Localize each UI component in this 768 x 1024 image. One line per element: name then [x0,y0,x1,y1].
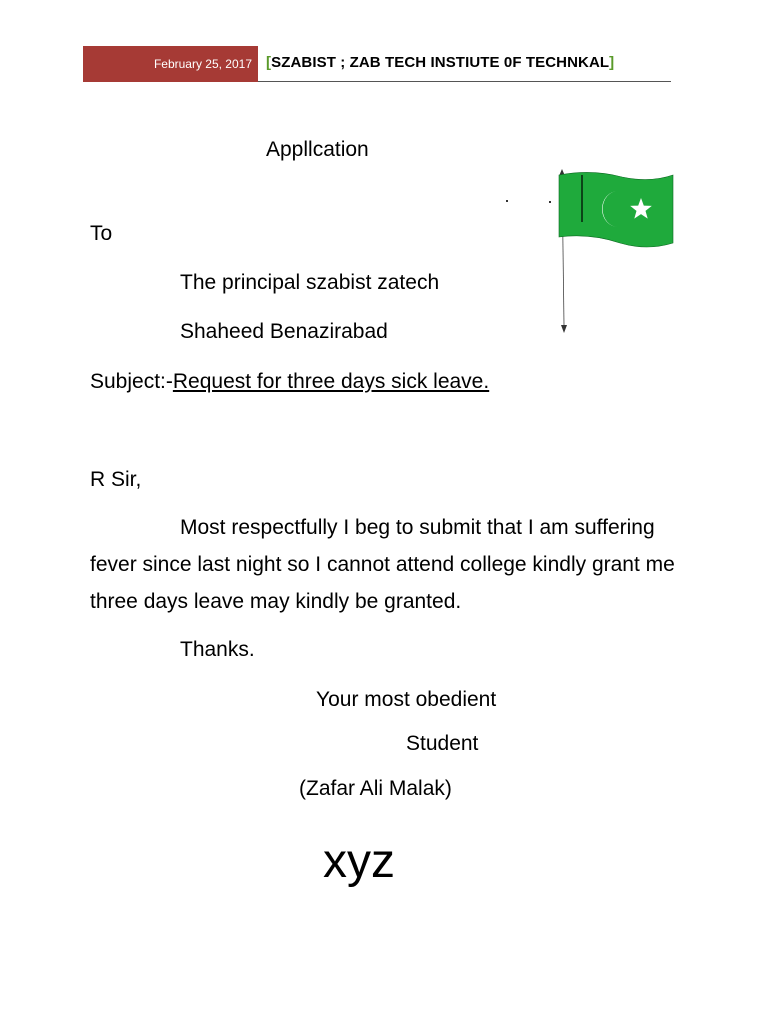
sender-name: (Zafar Ali Malak) [299,777,452,800]
letter-heading: Appllcation [266,138,369,161]
recipient-line-1: The principal szabist zatech [180,271,440,294]
header-rule [258,81,671,82]
letter-to: To [90,222,113,245]
header-bracket-open: [ [266,54,272,71]
stray-dot [549,201,551,203]
letter-body-text: Most respectfully I beg to submit that I am suffering fever since last night so I cannot attend college kindly grant me three days leave may kindly be granted. [90,516,675,613]
closing-role: Student [406,732,479,755]
subject-line [90,371,489,392]
stray-dot [506,200,508,202]
header-bracket-close: ] [609,54,615,71]
closing: Your most obedient [316,688,497,711]
signature: xyz [323,835,395,888]
header-date-box [83,46,258,82]
subject-text: Request for three days sick leave. [172,370,490,393]
header-title [266,54,614,71]
thanks: Thanks. [180,638,255,661]
recipient-line-2: Shaheed Benazirabad [180,320,388,343]
subject-label: Subject:- [90,370,173,393]
header-date: February 25, 2017 [153,57,252,71]
crescent-star-flag-icon [552,165,677,340]
header-title-text: SZABIST ; ZAB TECH INSTIUTE 0F TECHNKAL [271,54,610,71]
letter-body [90,509,680,620]
salutation: R Sir, [90,468,142,491]
